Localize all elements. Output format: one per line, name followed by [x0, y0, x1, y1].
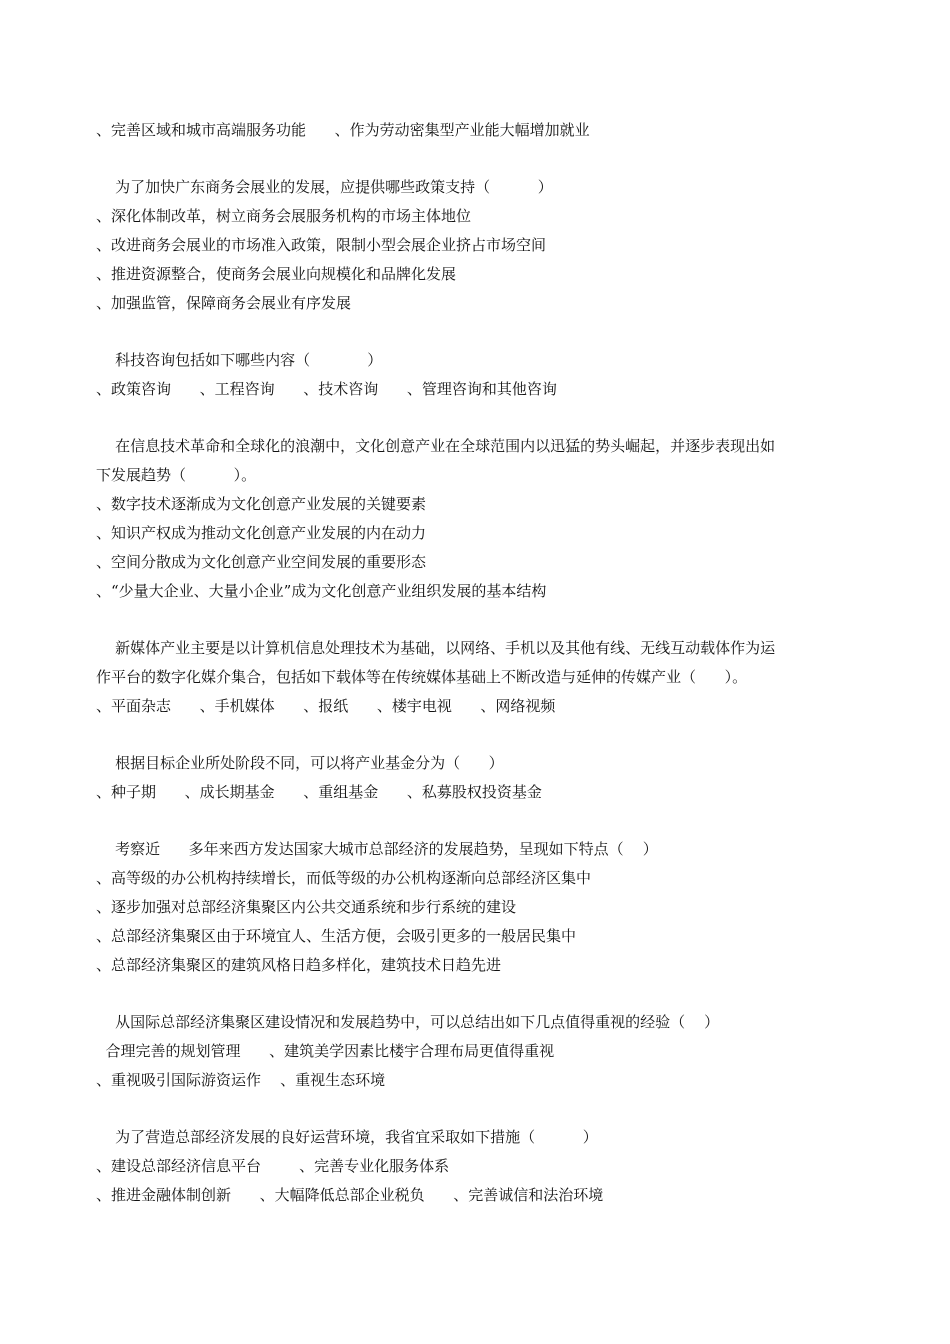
option-line: 、知识产权成为推动文化创意产业发展的内在动力: [96, 524, 427, 542]
option-line: 、种子期 、成长期基金 、重组基金 、私募股权投资基金: [96, 783, 542, 801]
option-line: 、完善区域和城市高端服务功能 、作为劳动密集型产业能大幅增加就业: [96, 121, 590, 139]
option-line: 、总部经济集聚区的建筑风格日趋多样化，建筑技术日趋先进: [96, 956, 502, 974]
option-line: 、平面杂志 、手机媒体 、报纸 、楼宇电视 、网络视频: [96, 697, 556, 715]
option-line: 、改进商务会展业的市场准入政策，限制小型会展企业挤占市场空间: [96, 236, 547, 254]
option-line: 、逐步加强对总部经济集聚区内公共交通系统和步行系统的建设: [96, 898, 517, 916]
option-line: 、总部经济集聚区由于环境宜人、生活方便，会吸引更多的一般居民集中: [96, 927, 577, 945]
option-line: 、推进资源整合，使商务会展业向规模化和品牌化发展: [96, 265, 457, 283]
option-line: 、推进金融体制创新 、大幅降低总部企业税负 、完善诚信和法治环境: [96, 1186, 604, 1204]
question-stem: 科技咨询包括如下哪些内容（ ）: [96, 351, 383, 369]
option-line: 、加强监管，保障商务会展业有序发展: [96, 294, 352, 312]
question-stem: 考察近 多年来西方发达国家大城市总部经济的发展趋势，呈现如下特点（ ）: [96, 840, 658, 858]
question-stem: 根据目标企业所处阶段不同，可以将产业基金分为（ ）: [96, 754, 504, 772]
option-line: 、重视吸引国际游资运作 、重视生态环境: [96, 1071, 386, 1089]
question-stem: 为了加快广东商务会展业的发展，应提供哪些政策支持（ ）: [96, 178, 553, 196]
option-line: 、建设总部经济信息平台 、完善专业化服务体系: [96, 1157, 450, 1175]
question-stem: 在信息技术革命和全球化的浪潮中，文化创意产业在全球范围内以迅猛的势头崛起，并逐步表现出如: [96, 437, 776, 455]
question-stem-continued: 下发展趋势（ ）。: [96, 466, 257, 484]
question-stem: 新媒体产业主要是以计算机信息处理技术为基础，以网络、手机以及其他有线、无线互动载体作为运: [96, 639, 776, 657]
question-stem: 从国际总部经济集聚区建设情况和发展趋势中，可以总结出如下几点值得重视的经验（ ）: [96, 1013, 720, 1031]
question-stem: 为了营造总部经济发展的良好运营环境，我省宜采取如下措施（ ）: [96, 1128, 598, 1146]
option-line: 、数字技术逐渐成为文化创意产业发展的关键要素: [96, 495, 427, 513]
option-line: 、深化体制改革，树立商务会展服务机构的市场主体地位: [96, 207, 472, 225]
option-line: 合理完善的规划管理 、建筑美学因素比楼宇合理布局更值得重视: [96, 1042, 555, 1060]
question-stem-continued: 作平台的数字化媒介集合，包括如下载体等在传统媒体基础上不断改造与延伸的传媒产业（ ）。: [96, 668, 748, 686]
option-line: 、政策咨询 、工程咨询 、技术咨询 、管理咨询和其他咨询: [96, 380, 557, 398]
option-line: 、高等级的办公机构持续增长，而低等级的办公机构逐渐向总部经济区集中: [96, 869, 592, 887]
option-line: 、空间分散成为文化创意产业空间发展的重要形态: [96, 553, 427, 571]
option-line: 、“少量大企业、大量小企业”成为文化创意产业组织发展的基本结构: [96, 582, 547, 600]
